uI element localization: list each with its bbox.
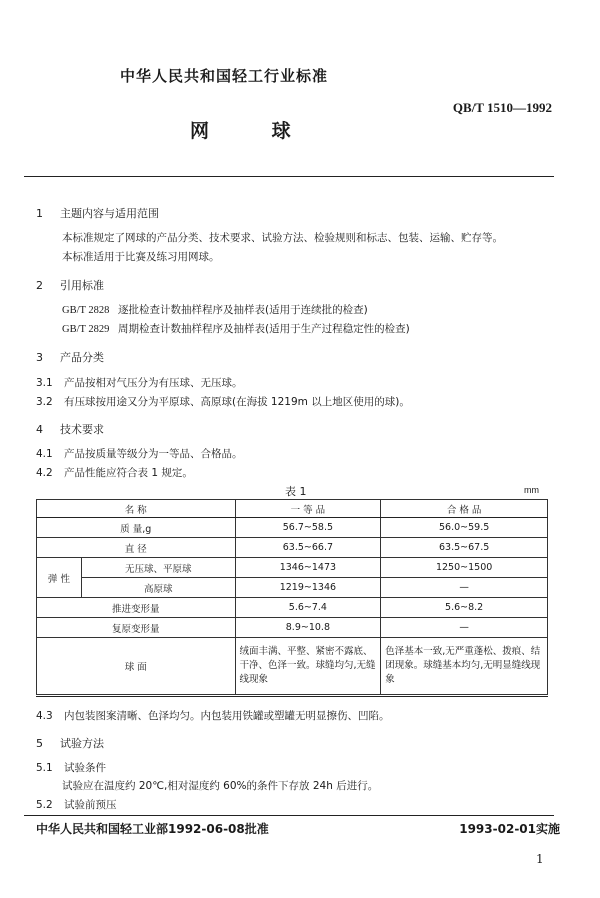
- section-number: 1: [36, 207, 43, 220]
- clause-5-2: [36, 797, 117, 812]
- reference-code: GB/T 2828: [62, 305, 110, 316]
- clause-number: 3.1: [36, 377, 53, 389]
- reference-item: [62, 302, 368, 317]
- cell-first: 1346~1473: [235, 558, 381, 578]
- row-label: 高原球: [81, 578, 235, 598]
- clause-text: 试验条件: [64, 762, 106, 774]
- section-5-heading: [36, 735, 104, 751]
- section-4-heading: [36, 421, 104, 437]
- section-1-heading: [36, 205, 159, 221]
- cell-first: 绒面丰满、平整、紧密不露底、干净、色泽一致。球缝均匀,无缝线现象: [235, 638, 381, 695]
- clause-number: 5.2: [36, 799, 53, 811]
- reference-text: 逐批检查计数抽样程序及抽样表(适用于连续批的检查): [118, 304, 368, 316]
- clause-number: 3.2: [36, 396, 53, 408]
- table-caption: 表 1: [285, 485, 307, 498]
- clause-text: 产品按质量等级分为一等品、合格品。: [64, 448, 243, 460]
- reference-code: GB/T 2829: [62, 324, 110, 335]
- table-row: [37, 558, 548, 578]
- clause-text: 内包装图案清晰、色泽均匀。内包装用铁罐或塑罐无明显擦伤、凹陷。: [64, 710, 390, 722]
- clause-4-1: [36, 446, 243, 461]
- clause-4-3: [36, 708, 390, 723]
- cell-qualified: 56.0~59.5: [381, 518, 548, 538]
- table-bottom-rule: [36, 696, 548, 697]
- clause-number: 4.3: [36, 710, 53, 722]
- row-label: 质 量,g: [37, 518, 236, 538]
- section-number: 4: [36, 423, 43, 436]
- section-number: 5: [36, 737, 43, 750]
- table-unit: mm: [524, 485, 539, 495]
- header-name: 名 称: [37, 500, 236, 518]
- cell-qualified: —: [381, 578, 548, 598]
- table-row: [37, 578, 548, 598]
- clause-4-2: [36, 465, 193, 480]
- table-row: [37, 638, 548, 695]
- table-header-row: [37, 500, 548, 518]
- clause-text: 有压球按用途又分为平原球、高原球(在海拔 1219m 以上地区使用的球)。: [64, 396, 410, 408]
- document-title: 网 球: [190, 120, 319, 142]
- row-group-label: 弹 性: [37, 558, 82, 598]
- cell-first: 5.6~7.4: [235, 598, 381, 618]
- cell-first: 8.9~10.8: [235, 618, 381, 638]
- reference-item: [62, 321, 410, 336]
- reference-text: 周期检查计数抽样程序及抽样表(适用于生产过程稳定性的检查): [118, 323, 410, 335]
- section-number: 2: [36, 279, 43, 292]
- section-title: 引用标准: [60, 279, 104, 292]
- clause-5-1: [36, 760, 106, 775]
- clause-number: 4.2: [36, 467, 53, 479]
- section-title: 试验方法: [60, 737, 104, 750]
- approval-statement: 中华人民共和国轻工业部1992-06-08批准: [36, 822, 269, 836]
- row-label: 直 径: [37, 538, 236, 558]
- section-2-heading: [36, 277, 104, 293]
- clause-number: 5.1: [36, 762, 53, 774]
- standard-code: QB/T 1510—1992: [452, 100, 552, 115]
- cell-qualified: 5.6~8.2: [381, 598, 548, 618]
- section-number: 3: [36, 351, 43, 364]
- section-title: 产品分类: [60, 351, 104, 364]
- clause-text: 试验前预压: [64, 799, 117, 811]
- table-row: [37, 518, 548, 538]
- section-title: 技术要求: [60, 423, 104, 436]
- row-label: 复原变形量: [37, 618, 236, 638]
- cell-first: 1219~1346: [235, 578, 381, 598]
- clause-3-1: [36, 375, 243, 390]
- header-first-grade: 一 等 品: [235, 500, 381, 518]
- cell-first: 63.5~66.7: [235, 538, 381, 558]
- section-1-paragraph-2: 本标准适用于比赛及练习用网球。: [62, 251, 220, 263]
- table-row: [37, 538, 548, 558]
- clause-text: 产品性能应符合表 1 规定。: [64, 467, 193, 479]
- section-title: 主题内容与适用范围: [60, 207, 159, 220]
- section-1-paragraph-1: 本标准规定了网球的产品分类、技术要求、试验方法、检验规则和标志、包装、运输、贮存等。: [62, 232, 503, 244]
- header-qualified: 合 格 品: [381, 500, 548, 518]
- header-divider: [24, 176, 554, 177]
- row-label: 推进变形量: [37, 598, 236, 618]
- cell-qualified: —: [381, 618, 548, 638]
- clause-5-1-body: 试验应在温度约 20℃,相对湿度约 60%的条件下存放 24h 后进行。: [62, 780, 379, 792]
- table-row: [37, 598, 548, 618]
- performance-table: [36, 499, 548, 695]
- clause-3-2: [36, 394, 410, 409]
- table-row: [37, 618, 548, 638]
- clause-number: 4.1: [36, 448, 53, 460]
- row-label: 球 面: [37, 638, 236, 695]
- page-number: 1: [536, 852, 544, 866]
- cell-first: 56.7~58.5: [235, 518, 381, 538]
- row-label: 无压球、平原球: [81, 558, 235, 578]
- section-3-heading: [36, 349, 104, 365]
- cell-qualified: 63.5~67.5: [381, 538, 548, 558]
- issuing-org-title: 中华人民共和国轻工行业标准: [120, 67, 329, 85]
- cell-qualified: 1250~1500: [381, 558, 548, 578]
- clause-text: 产品按相对气压分为有压球、无压球。: [64, 377, 243, 389]
- footer-divider: [24, 815, 554, 816]
- cell-qualified: 色泽基本一致,无严重蓬松、拨痕、结团现象。球缝基本均匀,无明显缝线现象: [381, 638, 548, 695]
- implementation-date: 1993-02-01实施: [459, 822, 560, 836]
